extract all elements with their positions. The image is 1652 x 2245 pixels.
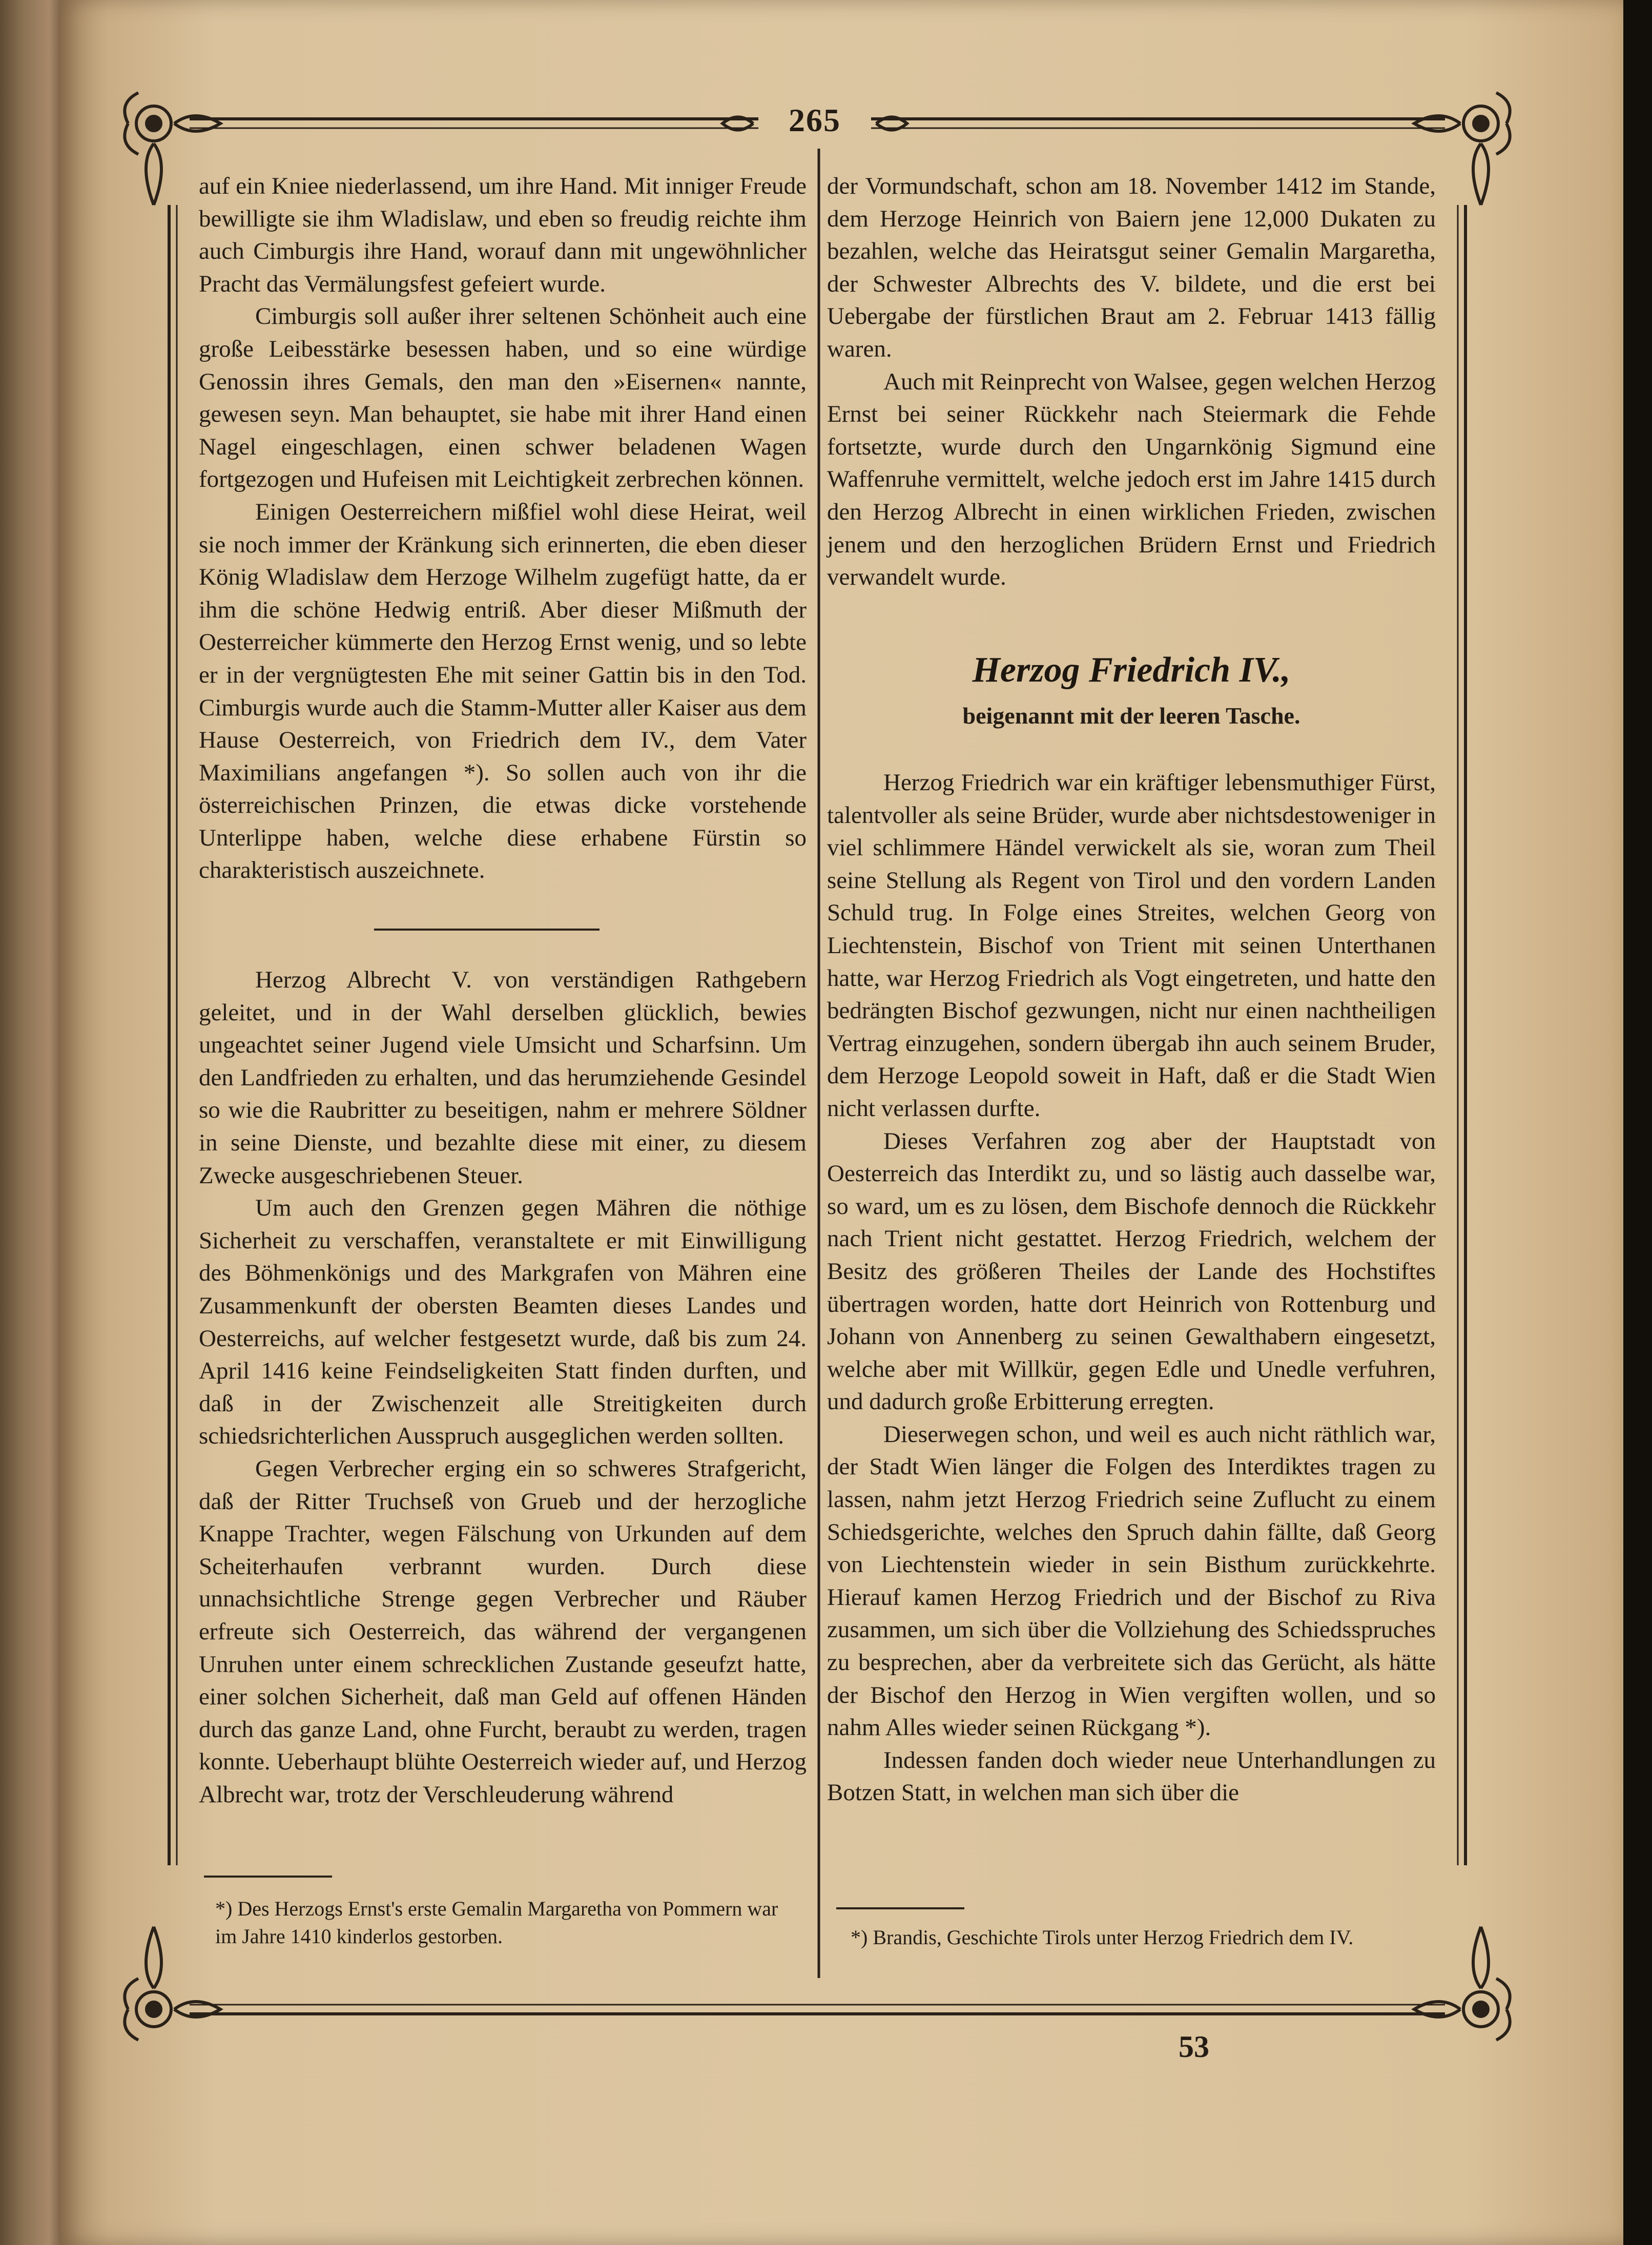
left-paragraph-3: Einigen Oesterreichern mißfiel wohl diese Heirat, weil sie noch immer der Kränkung sich erinnerten, die eben dieser König Wladislaw dem Herzoge Wilhelm zugefügt hatte, da er ihm die schöne Hedwig entriß. Aber dieser Mißmuth der Oesterreicher kümmerte den Herzog Ernst wenig, und so lebte er in der vergnügtesten Ehe mit seiner Gattin bis in den Tod. Cimburgis wurde auch die Stamm-Mutter aller Kaiser aus dem Hause Oesterreich, von Friedrich dem IV., dem Vater Maximilians angefangen *). So sollen auch von ihr die österreichischen Prinzen, die etwas dicke vorstehende Unterlippe haben, welche diese erhabene Fürstin so charakteristisch auszeichnete. bbox=[199, 498, 807, 884]
right-column-lower bbox=[827, 767, 1436, 1809]
right-paragraph-5: Dieserwegen schon, und weil es auch nicht räthlich war, der Stadt Wien länger die Folgen des Interdiktes tragen zu lassen, nahm jetzt Herzog Friedrich seine Zuflucht zu einem Schiedsgerichte, welches den Spruch dahin fällte, daß Georg von Liechtenstein wieder in sein Bisthum zurückkehrte. Hierauf kamen Herzog Friedrich und der Bischof zu Riva zusammen, um sich über die Vollziehung des Schiedsspruches zu besprechen, aber da verbreitete sich das Gerücht, als hätte der Bischof den Herzog in Wien vergiften wollen, und so nahm Alles wieder seinen Rückgang *). bbox=[827, 1420, 1436, 1741]
left-column bbox=[199, 170, 807, 1811]
section-subheading: beigenannt mit der leeren Tasche. bbox=[962, 703, 1300, 729]
right-paragraph-6: Indessen fanden doch wieder neue Unterhandlungen zu Botzen Statt, in welchen man sich über die bbox=[827, 1746, 1436, 1806]
footnote-rule-right bbox=[836, 1907, 964, 1909]
right-column bbox=[827, 170, 1436, 594]
signature-mark: 53 bbox=[1179, 2030, 1209, 2064]
section-heading: Herzog Friedrich IV., bbox=[972, 650, 1291, 690]
left-paragraph-6: Gegen Verbrecher erging ein so schweres Strafgericht, daß der Ritter Truchseß von Grueb und der herzogliche Knappe Trachter, wegen Fälschung von Urkunden auf dem Scheiterhaufen verbrannt wurden. Durch diese unnachsichtliche Strenge gegen Verbrecher und Räuber erfreute sich Oesterreich, das während der vergangenen Unruhen unter einem schrecklichen Zustande geseufzt hatte, einer solchen Sicherheit, daß man Geld auf offenen Händen durch das ganze Land, ohne Furcht, beraubt zu werden, tragen konnte. Ueberhaupt blühte Oesterreich wieder auf, und Herzog Albrecht war, trotz der Verschleuderung während bbox=[199, 1455, 807, 1808]
left-paragraph-1: auf ein Kniee niederlassend, um ihre Hand. Mit inniger Freude bewilligte sie ihm Wladislaw, und eben so freudig reichte ihm auch Cimburgis ihre Hand, worauf dann mit ungewöhnlicher Pracht das Vermälungsfest gefeiert wurde. bbox=[199, 173, 807, 297]
left-paragraph-4: Herzog Albrecht V. von verständigen Rathgebern geleitet, und in der Wahl derselben glücklich, bewies ungeachtet seiner Jugend viele Umsicht und Scharfsinn. Um den Landfrieden zu erhalten, und das herumziehende Gesindel so wie die Raubritter zu beseitigen, nahm er mehrere Söldner in seine Dienste, und bezahlte diese mit einer, zu diesem Zwecke ausgeschriebenen Steuer. bbox=[199, 966, 807, 1189]
footnote-right: *) Brandis, Geschichte Tirols unter Herzog Friedrich dem IV. bbox=[851, 1926, 1354, 1949]
corner-ornament-bottom-left bbox=[125, 1927, 220, 2040]
footnote-left: *) Des Herzogs Ernst's erste Gemalin Margaretha von Pommern war im Jahre 1410 kinderlos gestorben. bbox=[215, 1897, 778, 1948]
section-divider bbox=[374, 929, 600, 931]
right-paragraph-1: der Vormundschaft, schon am 18. November 1412 im Stande, dem Herzoge Heinrich von Baiern jene 12,000 Dukaten zu bezahlen, welche das Heiratsgut seiner Gemalin Margaretha, der Schwester Albrechts des V. bildete, und die erst bei Uebergabe der fürstlichen Braut am 2. Februar 1413 fällig waren. bbox=[827, 173, 1436, 362]
page-number: 265 bbox=[789, 102, 841, 138]
right-paragraph-2: Auch mit Reinprecht von Walsee, gegen welchen Herzog Ernst bei seiner Rückkehr nach Steiermark die Fehde fortsetzte, wurde durch den Ungarnkönig Sigmund eine Waffenruhe vermittelt, welche jedoch erst im Jahre 1415 durch den Herzog Albrecht in einen wirklichen Frieden, zwischen jenem und den herzoglichen Brüdern Ernst und Friedrich verwandelt wurde. bbox=[827, 368, 1436, 591]
footnote-rule-left bbox=[204, 1876, 332, 1878]
right-paragraph-3: Herzog Friedrich war ein kräftiger lebensmuthiger Fürst, talentvoller als seine Brüder, wurde aber nichtsdestoweniger in viel schlimmere Händel verwickelt als sie, woran zum Theil seine Stellung als Regent von Tirol und den vordern Landen Schuld trug. In Folge eines Streites, welchen Georg von Liechtenstein, Bischof von Trient mit seinen Unterthanen hatte, war Herzog Friedrich als Vogt eingetreten, und hatte den bedrängten Bischof gezwungen, nicht nur einen nachtheiligen Vertrag einzugehen, sondern übergab ihn auch seinem Bruder, dem Herzoge Leopold soweit in Haft, daß er die Stadt Wien nicht verlassen durfte. bbox=[827, 769, 1436, 1122]
right-paragraph-4: Dieses Verfahren zog aber der Hauptstadt von Oesterreich das Interdikt zu, und so lästig auch dasselbe war, so ward, um es zu lösen, dem Bischofe dennoch die Rückkehr nach Trient nicht gestattet. Herzog Friedrich, welchem der Besitz des größeren Theiles der Lande des Hochstiftes übertragen worden, hatte dort Heinrich von Rottenburg und Johann von Annenberg zu seinen Gewalthabern eingesetzt, welche aber mit Willkür, gegen Edle und Unedle verfuhren, und dadurch große Erbitterung erregten. bbox=[827, 1127, 1436, 1415]
left-paragraph-2: Cimburgis soll außer ihrer seltenen Schönheit auch eine große Leibesstärke besessen haben, und so eine würdige Genossin ihres Gemals, den man den »Eisernen« nannte, gewesen seyn. Man behauptet, sie habe mit ihrer Hand einen Nagel eingeschlagen, einen schwer beladenen Wagen fortgezogen und Hufeisen mit Leichtigkeit zerbrechen können. bbox=[199, 303, 807, 493]
left-paragraph-5: Um auch den Grenzen gegen Mähren die nöthige Sicherheit zu verschaffen, veranstaltete er mit Einwilligung des Böhmenkönigs und des Markgrafen von Mähren eine Zusammenkunft der obersten Beamten dieses Landes und Oesterreichs, auf welcher festgesetzt wurde, daß bis zum 24. April 1416 keine Feindseligkeiten Statt finden durften, und daß in der Zwischenzeit alle Streitigkeiten durch schiedsrichterlichen Ausspruch ausgeglichen werden sollten. bbox=[199, 1194, 807, 1450]
section-gap bbox=[199, 887, 807, 964]
